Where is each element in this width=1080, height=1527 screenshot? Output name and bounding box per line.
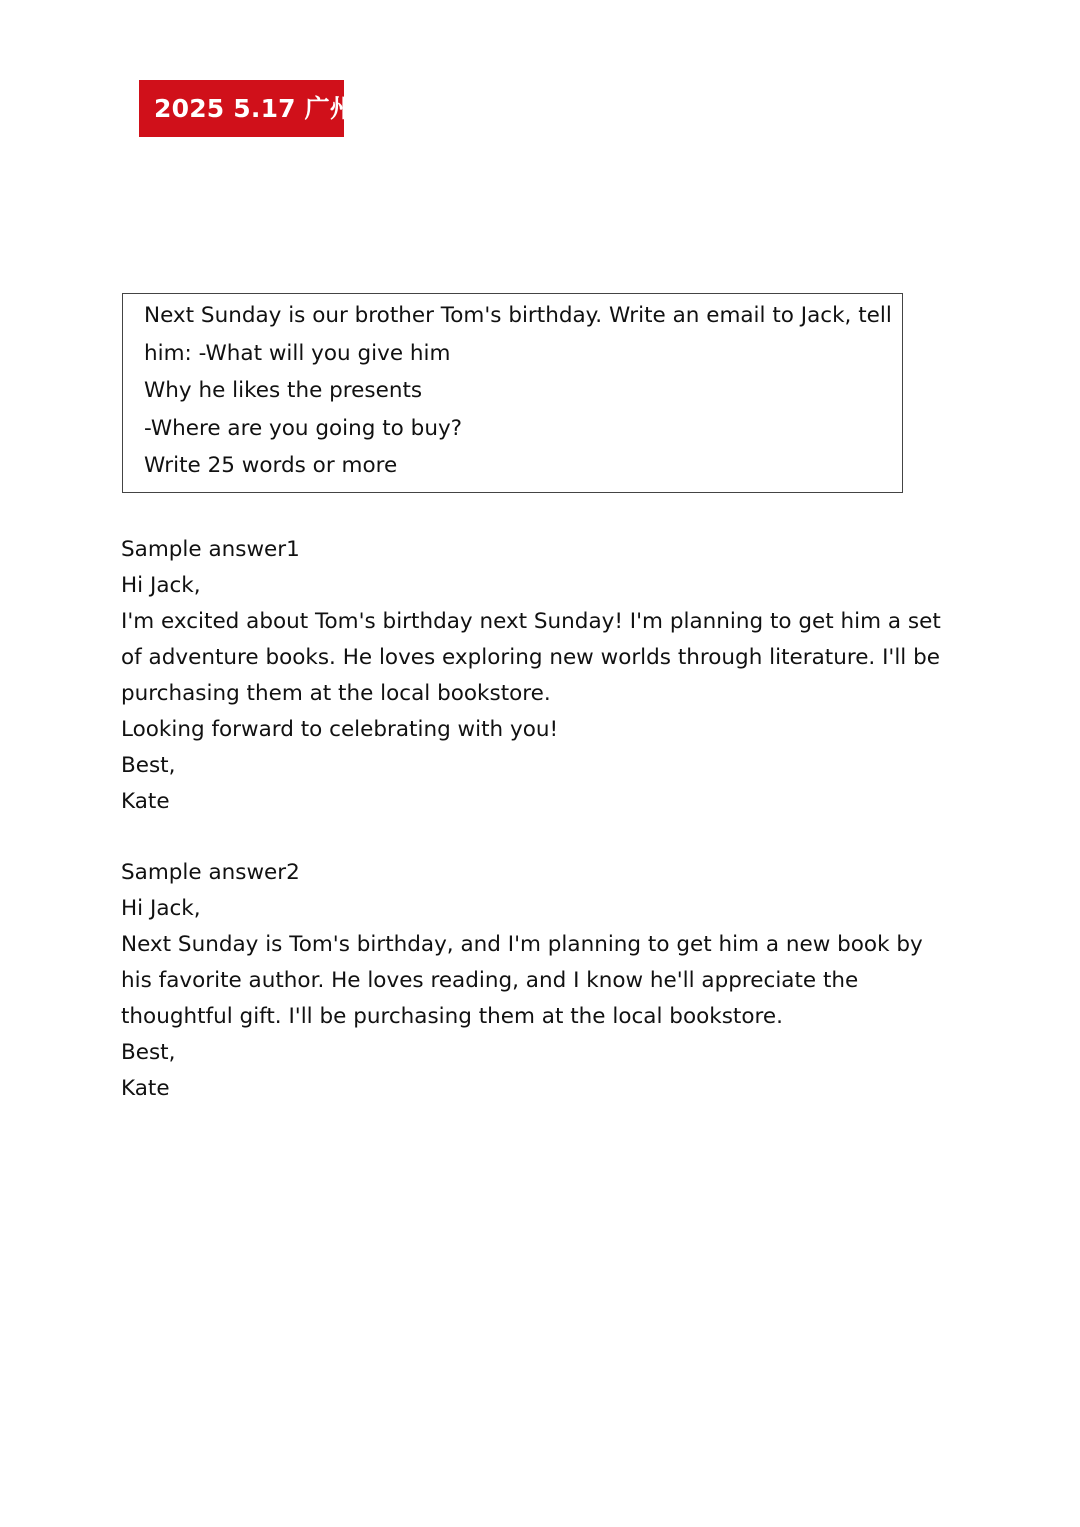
answer-greeting: Hi Jack,: [121, 573, 201, 598]
answer-body-line: Looking forward to celebrating with you!: [121, 717, 559, 742]
sample-answer-2: [121, 855, 921, 1107]
prompt-line: him: -What will you give him: [144, 340, 451, 366]
prompt-line: Why he likes the presents: [144, 378, 423, 403]
writing-prompt-box: [122, 293, 903, 493]
answer-body-line: I'm excited about Tom's birthday next Sunday! I'm planning to get him a set: [121, 609, 941, 634]
date-location-tag: 2025 5.17 广州: [139, 80, 344, 137]
answer-greeting: Hi Jack,: [121, 896, 201, 921]
answer-heading: Sample answer2: [121, 860, 300, 885]
answer-body-line: thoughtful gift. I'll be purchasing them at the local bookstore.: [121, 1004, 783, 1029]
answer-signature: Kate: [121, 1076, 170, 1101]
answer-closing: Best,: [121, 1040, 176, 1065]
prompt-line: Write 25 words or more: [144, 453, 398, 478]
answer-body-line: purchasing them at the local bookstore.: [121, 681, 551, 706]
prompt-line: -Where are you going to buy?: [144, 415, 463, 441]
answer-body-line: of adventure books. He loves exploring new worlds through literature. I'll be: [121, 645, 940, 670]
sample-answer-1: [121, 532, 941, 820]
answer-heading: Sample answer1: [121, 537, 300, 562]
answer-body-line: his favorite author. He loves reading, and I know he'll appreciate the: [121, 968, 859, 993]
answer-body-line: Next Sunday is Tom's birthday, and I'm planning to get him a new book by: [121, 932, 923, 957]
prompt-line: Next Sunday is our brother Tom's birthday. Write an email to Jack, tell: [144, 303, 892, 328]
answer-closing: Best,: [121, 753, 176, 778]
answer-signature: Kate: [121, 789, 170, 814]
